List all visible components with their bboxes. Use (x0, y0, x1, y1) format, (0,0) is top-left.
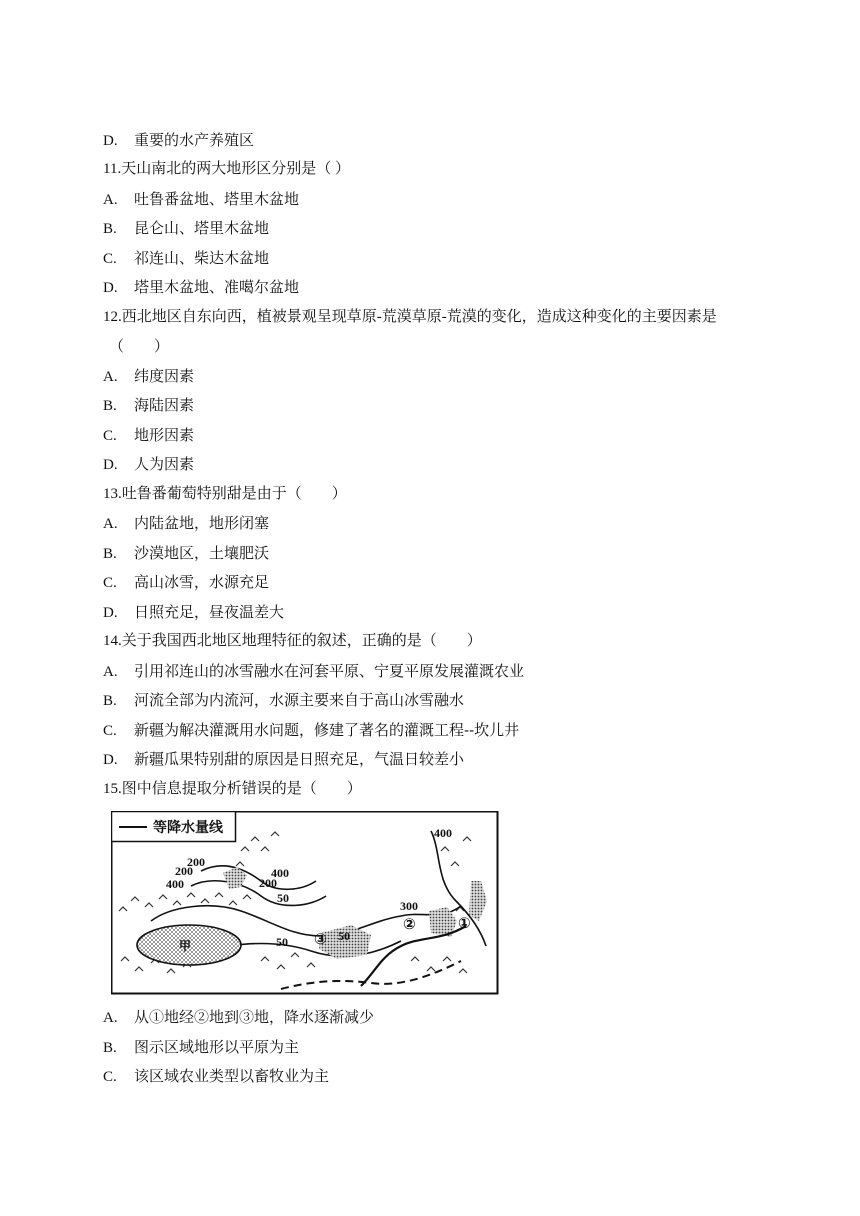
isoline-label: 400 (271, 866, 289, 880)
option-letter: C. (103, 428, 117, 444)
isoline-label: 400 (434, 826, 452, 840)
option-text: 从①地经②地到③地，降水逐渐减少 (134, 1008, 375, 1026)
option-letter: A. (103, 1010, 118, 1026)
point-3-label: ③ (314, 930, 327, 948)
option-text: 重要的水产养殖区 (134, 131, 255, 149)
isoline-label: 200 (175, 864, 193, 878)
basin-label: 甲 (179, 939, 192, 953)
option-letter: B. (103, 1040, 117, 1056)
isoline-label: 400 (166, 877, 184, 891)
option-a-q13[interactable] (103, 513, 269, 534)
option-text: 日照充足，昼夜温差大 (134, 603, 285, 621)
option-d-q11[interactable] (103, 277, 299, 298)
option-c-q13[interactable] (103, 572, 269, 593)
legend-label: 等降水量线 (153, 820, 223, 836)
option-letter: D. (103, 280, 118, 296)
question-12-blank: （ ） (109, 337, 170, 355)
option-text: 吐鲁番盆地、塔里木盆地 (134, 190, 300, 208)
option-a-q14[interactable] (103, 661, 524, 682)
point-2-label: ② (403, 915, 416, 933)
isoline-label: 200 (187, 855, 205, 869)
option-letter: A. (103, 516, 118, 532)
option-letter: A. (103, 664, 118, 680)
question-13: 13.吐鲁番葡萄特别甜是由于（ ） (103, 486, 347, 502)
option-text: 人为因素 (134, 455, 195, 473)
isoline-label: 50 (338, 929, 350, 943)
option-text: 引用祁连山的冰雪融水在河套平原、宁夏平原发展灌溉农业 (134, 662, 525, 680)
option-text: 海陆因素 (134, 396, 195, 414)
option-a-q12[interactable] (103, 366, 194, 387)
option-letter: D. (103, 605, 118, 621)
option-b-q13[interactable] (103, 543, 269, 564)
option-letter: B. (103, 693, 117, 709)
option-text: 高山冰雪，水源充足 (134, 573, 270, 591)
question-15: 15.图中信息提取分析错误的是（ ） (103, 781, 362, 797)
option-letter: D. (103, 457, 118, 473)
option-d-q12[interactable] (103, 454, 194, 475)
option-letter: A. (103, 369, 118, 385)
option-letter: D. (103, 752, 118, 768)
option-letter: C. (103, 575, 117, 591)
isoline-label: 200 (259, 876, 277, 890)
option-c-q14[interactable] (103, 720, 519, 741)
option-letter: A. (103, 192, 118, 208)
option-a-q11[interactable] (103, 189, 299, 210)
precipitation-map (111, 811, 499, 995)
option-letter: C. (103, 1069, 117, 1085)
option-text: 纬度因素 (134, 367, 195, 385)
option-c-q11[interactable] (103, 248, 269, 269)
option-b-q15[interactable] (103, 1037, 299, 1058)
option-text: 昆仑山、塔里木盆地 (134, 219, 270, 237)
option-text: 内陆盆地，地形闭塞 (134, 514, 270, 532)
option-c-q15[interactable] (103, 1066, 329, 1087)
option-b-q12[interactable] (103, 395, 194, 416)
map-legend (112, 812, 236, 842)
option-text: 沙漠地区，土壤肥沃 (134, 544, 270, 562)
point-1-label: ① (458, 914, 471, 932)
option-b-q14[interactable] (103, 690, 464, 711)
option-text: 图示区域地形以平原为主 (134, 1038, 300, 1056)
option-b-q11[interactable] (103, 218, 269, 239)
option-letter: B. (103, 546, 117, 562)
option-text: 祁连山、柴达木盆地 (134, 249, 270, 267)
option-text: 该区域农业类型以畜牧业为主 (134, 1067, 330, 1085)
option-d-q13[interactable] (103, 602, 284, 623)
option-text: 地形因素 (134, 426, 195, 444)
option-letter: B. (103, 221, 117, 237)
question-12: 12.西北地区自东向西，植被景观呈现草原-荒漠草原-荒漠的变化，造成这种变化的主要因素是 (103, 309, 717, 325)
option-text: 塔里木盆地、准噶尔盆地 (134, 278, 300, 296)
isoline-label: 50 (276, 935, 288, 949)
option-d-q10[interactable] (103, 130, 254, 151)
option-d-q14[interactable] (103, 749, 464, 770)
option-letter: C. (103, 251, 117, 267)
option-letter: B. (103, 398, 117, 414)
question-11: 11.天山南北的两大地形区分别是（ ） (103, 161, 350, 177)
option-text: 河流全部为内流河，水源主要来自于高山冰雪融水 (134, 691, 465, 709)
option-letter: C. (103, 723, 117, 739)
option-text: 新疆为解决灌溉用水问题，修建了著名的灌溉工程--坎儿井 (134, 721, 520, 739)
isoline-label: 50 (277, 891, 289, 905)
question-14: 14.关于我国西北地区地理特征的叙述，正确的是（ ） (103, 633, 482, 649)
option-text: 新疆瓜果特别甜的原因是日照充足，气温日较差小 (134, 750, 465, 768)
option-letter: D. (103, 133, 118, 149)
isoline-label: 300 (400, 899, 418, 913)
option-a-q15[interactable] (103, 1007, 374, 1028)
option-c-q12[interactable] (103, 425, 194, 446)
